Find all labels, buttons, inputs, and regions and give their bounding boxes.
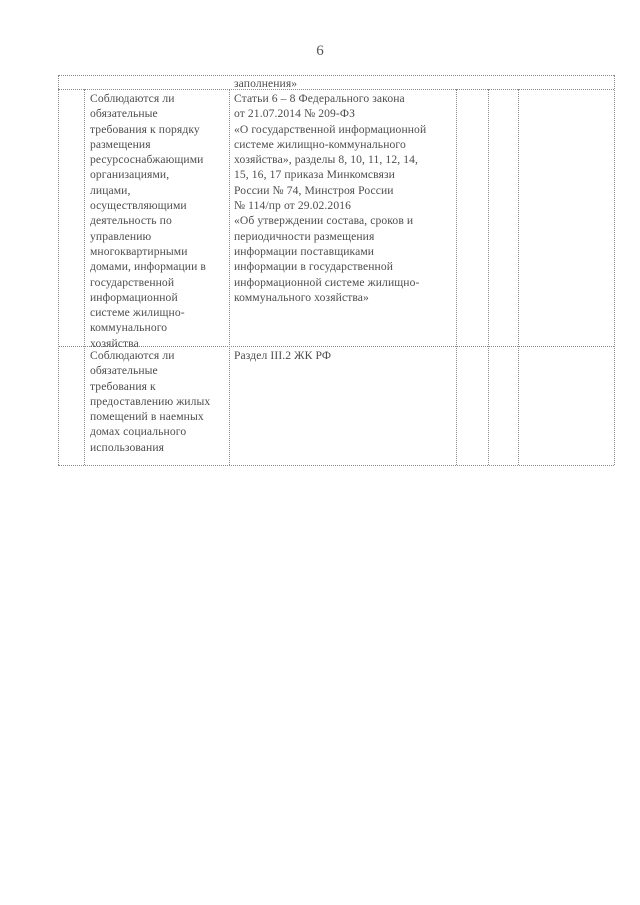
text-line: государственной: [90, 275, 175, 289]
table-right-border: [614, 75, 615, 465]
text-line: обязательные: [90, 107, 158, 121]
text-line: «О государственной информационной: [234, 122, 427, 136]
legal-reference-cell: [234, 348, 331, 363]
text-line: от 21.07.2014 № 209-ФЗ: [234, 107, 356, 121]
text-line: организациями,: [90, 168, 170, 182]
text-line: «Об утверждении состава, сроков и: [234, 214, 414, 228]
table-bottom-border: [58, 465, 614, 466]
text-line: России № 74, Минстроя России: [234, 183, 394, 197]
column-divider: [488, 89, 489, 465]
text-line: информации поставщиками: [234, 244, 375, 258]
text-line: информационной: [90, 290, 178, 304]
text-line: коммунального: [90, 321, 168, 335]
text-line: Статьи 6 – 8 Федерального закона: [234, 92, 405, 105]
text-line: информационной системе жилищно-: [234, 275, 420, 289]
text-line: коммунального хозяйства»: [234, 290, 369, 304]
text-line: лицами,: [90, 183, 131, 197]
text-line: системе жилищно-коммунального: [234, 137, 406, 151]
text-line: системе жилищно-: [90, 306, 185, 320]
text-line: периодичности размещения: [234, 229, 375, 243]
text-line: Раздел III.2 ЖК РФ: [234, 349, 332, 362]
text-line: размещения: [90, 137, 151, 151]
text-line: ресурсоснабжающими: [90, 153, 204, 167]
column-divider: [456, 89, 457, 465]
column-divider: [518, 89, 519, 465]
text-line: требования к: [90, 379, 156, 393]
text-line: управлению: [90, 229, 152, 243]
text-line: использования: [90, 440, 165, 454]
text-line: домами, информации в: [90, 260, 206, 274]
text-line: Соблюдаются ли: [90, 92, 175, 105]
text-line: Соблюдаются ли: [90, 349, 175, 362]
text-line: требования к порядку: [90, 122, 200, 136]
requirement-question-cell: [90, 348, 210, 455]
column-divider: [84, 89, 85, 465]
text-line: предоставлению жилых: [90, 394, 211, 408]
continued-text-fragment: заполнения»: [234, 77, 298, 90]
text-line: обязательные: [90, 364, 158, 378]
text-line: осуществляющими: [90, 199, 187, 213]
text-line: № 114/пр от 29.02.2016: [234, 199, 352, 213]
column-divider: [229, 89, 230, 465]
table-top-border: [58, 75, 614, 76]
table-left-border: [58, 75, 59, 465]
text-line: домах социального: [90, 425, 187, 439]
text-line: многоквартирными: [90, 244, 188, 258]
row-divider: [58, 89, 614, 90]
page-number: 6: [316, 43, 324, 59]
text-line: помещений в наемных: [90, 410, 204, 424]
text-line: хозяйства», разделы 8, 10, 11, 12, 14,: [234, 153, 419, 167]
text-line: деятельность по: [90, 214, 172, 228]
legal-reference-cell: [234, 91, 426, 305]
text-line: информации в государственной: [234, 260, 394, 274]
text-line: хозяйства: [90, 336, 139, 350]
text-line: 15, 16, 17 приказа Минкомсвязи: [234, 168, 395, 182]
requirement-question-cell: [90, 91, 206, 351]
